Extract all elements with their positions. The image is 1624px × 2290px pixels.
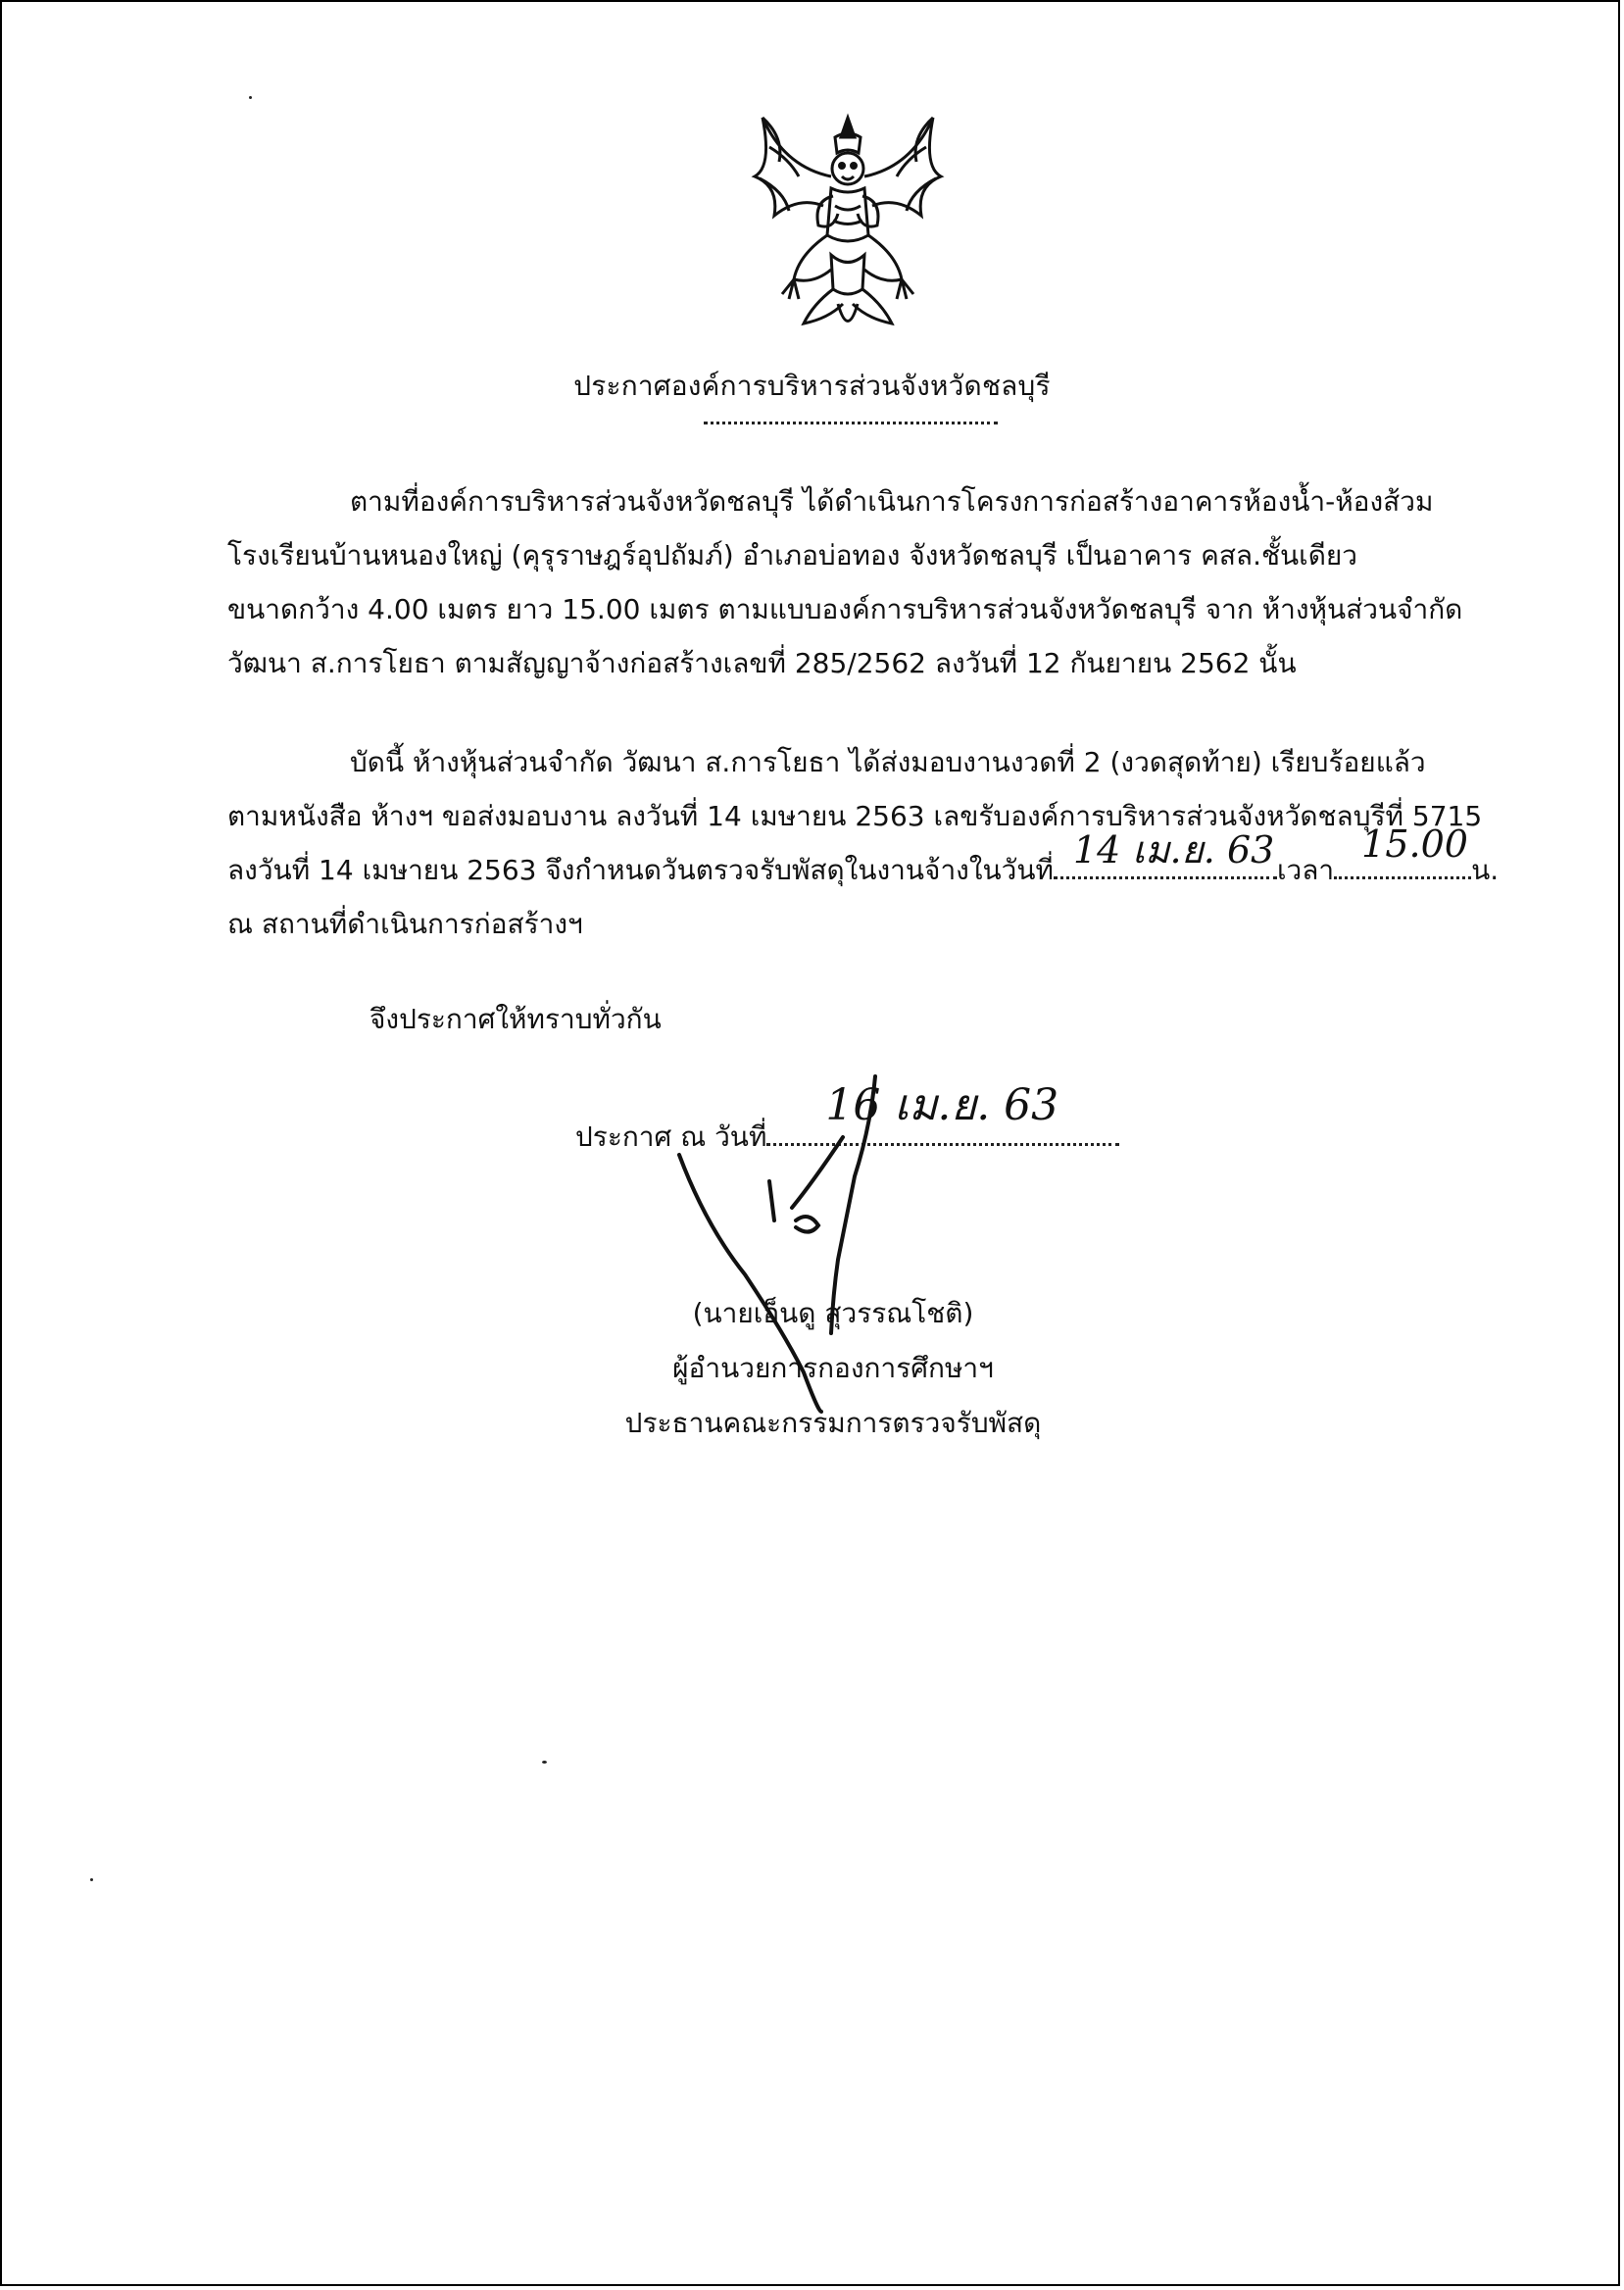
announcement-date-field [766,1080,1119,1146]
paragraph-line: บัดนี้ ห้างหุ้นส่วนจำกัด วัฒนา ส.การโยธา ได้ส่งมอบงานงวดที่ 2 (งวดสุดท้าย) เรียบร้อยแล้ว [350,746,1426,778]
paragraph-line: ขนาดกว้าง 4.00 เมตร ยาว 15.00 เมตร ตามแบบองค์การบริหารส่วนจังหวัดชลบุรี จาก ห้างหุ้นส่วนจำกัด [227,593,1463,625]
inspection-date-label: ลงวันที่ 14 เมษายน 2563 จึงกำหนดวันตรวจรับพัสดุในงานจ้างในวันที่ [227,854,1054,886]
announcement-date-handwritten: 16 เม.ย. 63 [825,1080,1059,1130]
inspection-time-handwritten: 15.00 [1361,822,1468,866]
inspection-date-handwritten: 14 เม.ย. 63 [1072,828,1275,871]
inspection-time-label: เวลา [1276,854,1335,886]
signature-block [588,1286,1078,1451]
paragraph-line-inspection-date [227,822,1500,897]
title-divider [704,422,998,424]
scan-speck [249,96,252,99]
signer-role: ประธานคณะกรรมการตรวจรับพัสดุ [624,1407,1042,1439]
scan-speck [90,1878,93,1881]
page-title: ประกาศองค์การบริหารส่วนจังหวัดชลบุรี [573,370,1051,402]
announcement-date-line [575,1080,1119,1159]
garuda-emblem-icon [745,108,951,348]
time-unit-label: น. [1471,854,1500,886]
closing-statement: จึงประกาศให้ทราบทั่วกัน [369,1003,662,1035]
paragraph-line: ตามหนังสือ ห้างฯ ขอส่งมอบงาน ลงวันที่ 14 เมษายน 2563 เลขรับองค์การบริหารส่วนจังหวัดชลบุรีที่ 5715 [227,800,1483,832]
scan-speck [542,1761,547,1764]
signer-name: (นายเอ็นดู สุวรรณโชติ) [692,1297,974,1329]
inspection-time-field [1334,822,1471,879]
inspection-date-field [1054,828,1277,879]
paragraph-line: ณ สถานที่ดำเนินการก่อสร้างฯ [227,908,583,940]
signer-position: ผู้อำนวยการกองการศึกษาฯ [672,1352,994,1384]
paragraph-line: โรงเรียนบ้านหนองใหญ่ (คุรุราษฎร์อุปถัมภ์) อำเภอบ่อทอง จังหวัดชลบุรี เป็นอาคาร คสล.ชั้นเดียว [227,539,1358,572]
paragraph-line: วัฒนา ส.การโยธา ตามสัญญาจ้างก่อสร้างเลขที่ 285/2562 ลงวันที่ 12 กันยายน 2562 นั้น [227,647,1297,679]
paragraph-inspection-notice [227,735,1500,951]
paragraph-project-details [227,474,1482,690]
paragraph-line: ตามที่องค์การบริหารส่วนจังหวัดชลบุรี ได้ดำเนินการโครงการก่อสร้างอาคารห้องน้ำ-ห้องส้วม [350,485,1434,518]
announcement-date-label: ประกาศ ณ วันที่ [575,1120,767,1153]
